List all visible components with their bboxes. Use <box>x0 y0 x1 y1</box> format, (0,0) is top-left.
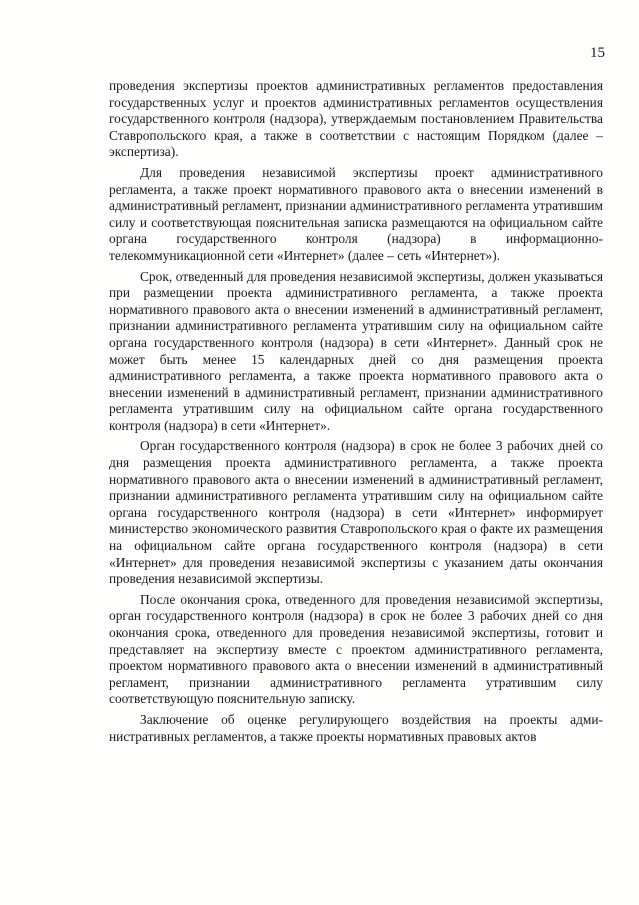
document-body <box>109 78 603 749</box>
paragraph-4: Орган государственного контроля (надзора) в срок не более 3 рабочих дней со дня размещения проекта административного регламента, а также проекта нормативного правового акта о внесении изменений в административный регламент, признании административного регламента утратившим силу на официальном сайте органа государственного контроля (надзора) в сети «Интернет» информирует министерство экономического развития Ставропольского края о факте их размещения на официальном сайте органа государственного контроля (надзора) в сети «Интернет» для проведения независимой экспертизы с указанием даты окончания проведения независимой экспертизы. <box>109 438 603 587</box>
paragraph-5: После окончания срока, отведенного для проведения независимой экспертизы, орган государственного контроля (надзора) в срок не более 3 рабочих дней со дня окончания срока, отведенного для проведения независимой экспертизы, готовит и представляет на экспертизу вместе с проектом административного регламента, проектом нормативного правового акта о внесении изменений в административный регламент, признании административного регламента утратившим силу соответствующую пояснительную записку. <box>109 591 603 707</box>
paragraph-6: Заключение об оценке регулирующего воздействия на проекты административных регламентов, а также проекты нормативных правовых актов <box>109 711 603 744</box>
paragraph-1: проведения экспертизы проектов административных регламентов предоставления государственных услуг и проектов административных регламентов осуществления государственного контроля (надзора), утверждаемым постановлением Правительства Ставропольского края, а также в соответствии с настоящим Порядком (далее – экспертиза). <box>109 78 603 160</box>
page-number: 15 <box>590 45 605 61</box>
paragraph-2: Для проведения независимой экспертизы проект административного регламента, а также проект нормативного правового акта о внесении изменений в административный регламент, признании административного регламента утратившим силу и соответствующая пояснительная записка размещаются на официальном сайте органа государственного контроля (надзора) в информационно-телекоммуникационной сети «Интернет» (далее – сеть «Интернет»). <box>109 164 603 263</box>
paragraph-3: Срок, отведенный для проведения независимой экспертизы, должен указываться при размещении проекта административного регламента, а также проекта нормативного правового акта о внесении изменений в административный регламент, признании административного регламента утратившим силу на официальном сайте органа государственного контроля (надзора) в сети «Интернет». Данный срок не может быть менее 15 календарных дней со дня размещения проекта административного регламента, а также проекта нормативного правового акта о внесении изменений в административный регламент, признании административного регламента утратившим силу на официальном сайте органа государственного контроля (надзора) в сети «Интернет». <box>109 268 603 433</box>
